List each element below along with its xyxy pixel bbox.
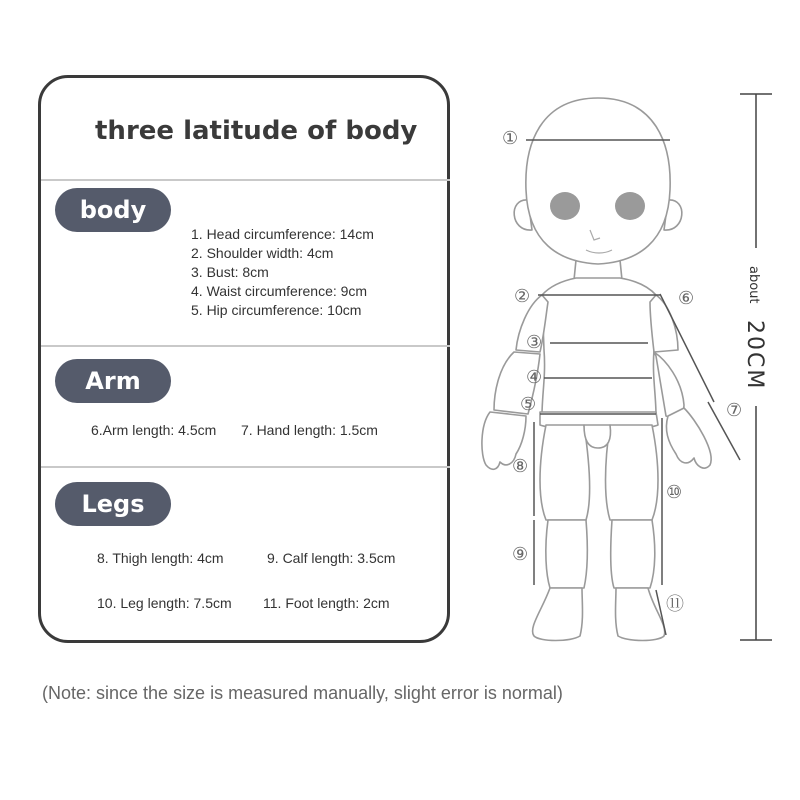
measurement-item: 1. Head circumference: 14cm [191, 226, 374, 242]
marker-6: ⑥ [678, 288, 695, 309]
measurement-card [38, 75, 450, 643]
marker-11: ⑪ [666, 594, 684, 615]
marker-9: ⑨ [512, 544, 529, 565]
marker-1: ① [502, 128, 519, 149]
measurement-item: 11. Foot length: 2cm [263, 595, 390, 611]
divider [41, 466, 450, 468]
measurement-item: 5. Hip circumference: 10cm [191, 302, 362, 318]
measurement-item: 8. Thigh length: 4cm [97, 550, 224, 566]
divider [41, 345, 450, 347]
marker-3: ③ [526, 332, 543, 353]
marker-4: ④ [526, 367, 543, 388]
measurement-item: 4. Waist circumference: 9cm [191, 283, 368, 299]
crotch-joint [584, 425, 611, 448]
marker-8: ⑧ [512, 456, 529, 477]
measurement-item: 2. Shoulder width: 4cm [191, 245, 334, 261]
divider [41, 179, 450, 181]
marker-2: ② [514, 286, 531, 307]
right-forearm [654, 352, 684, 417]
section-label-body: body [55, 188, 171, 232]
left-calf [546, 520, 587, 588]
measurement-item: 10. Leg length: 7.5cm [97, 595, 232, 611]
marker-10: ⑩ [666, 482, 683, 503]
measurement-item: 6.Arm length: 4.5cm [91, 422, 217, 438]
height-prefix: about [746, 266, 761, 304]
measurement-item: 3. Bust: 8cm [191, 264, 269, 280]
section-label-legs: Legs [55, 482, 171, 526]
doll-torso [542, 278, 656, 415]
left-thigh [540, 425, 590, 520]
right-calf [611, 520, 655, 588]
measurement-item: 9. Calf length: 3.5cm [267, 550, 396, 566]
left-foot [533, 588, 583, 641]
card-title: three latitude of body [95, 116, 418, 146]
marker-7: ⑦ [726, 400, 743, 421]
section-label-arm: Arm [55, 359, 171, 403]
marker-5: ⑤ [520, 394, 537, 415]
doll-figure [470, 80, 743, 650]
height-scale [730, 80, 790, 650]
measurement-note: (Note: since the size is measured manually, slight error is normal) [42, 683, 563, 703]
right-hand [666, 408, 711, 468]
height-value: 20CM [742, 320, 767, 391]
measurement-item: 7. Hand length: 1.5cm [241, 422, 378, 438]
right-thigh [606, 425, 659, 520]
